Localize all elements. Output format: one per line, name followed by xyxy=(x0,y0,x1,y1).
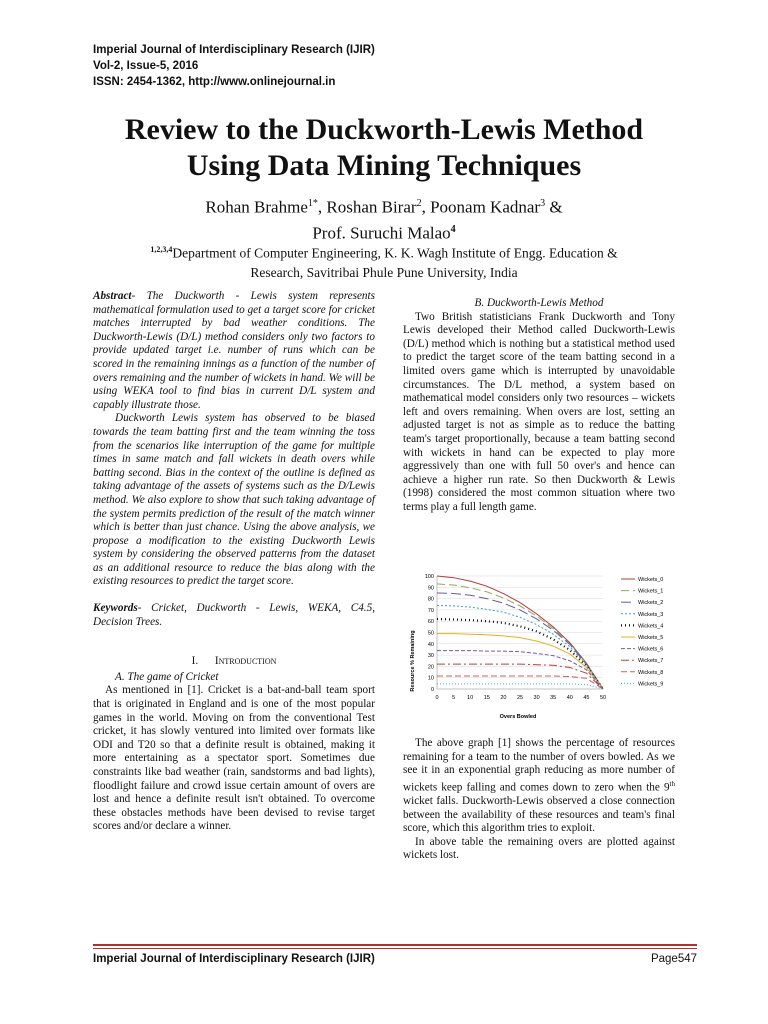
chart-x-tick-label: 5 xyxy=(452,695,456,701)
chart-x-tick-label: 45 xyxy=(583,695,590,701)
chart-x-tick-label: 50 xyxy=(599,695,607,701)
introduction-paragraph: As mentioned in [1]. Cricket is a bat-and-ball team sport that is originated in England and is one of the most popular games in the world. Moving on from the conventional Test cricket, it has slowly ventured into limited over formats like ODI and T20 so that a definite result is obtained, making it more entertaining as a spectator sport. Sometimes due constraints like bad weather (rain, sandstorms and bad lights), floodlight failure and crowd issue certain amount of overs are lost and hence a definite result isn't obtained. To overcome these obstacles methods have been devised to revise target scores and/or declare a winner. xyxy=(93,684,375,833)
chart-y-tick-label: 70 xyxy=(427,607,434,614)
chart-x-tick-label: 35 xyxy=(550,695,557,701)
journal-header xyxy=(93,42,375,90)
section-heading-introduction xyxy=(93,655,375,669)
subsection-heading-dl-method: B. Duckworth-Lewis Method xyxy=(474,297,604,309)
graph-text-a: The above graph [1] shows the percentage of resources remaining for a team to the number of overs bowled. As we see it in an exponential graph reducing as more number of wickets keep falling and comes down to zero when the 9 xyxy=(403,737,675,794)
section-title: Introduction xyxy=(214,655,277,668)
footer-page xyxy=(651,953,697,965)
chart-y-ticks xyxy=(425,574,434,693)
chart-x-tick-label: 30 xyxy=(533,695,540,701)
paper-title xyxy=(60,112,708,184)
chart-x-ticks xyxy=(435,695,606,701)
footer-rule-thin xyxy=(93,948,697,949)
chart-y-tick-label: 60 xyxy=(427,619,434,626)
authors: Rohan Brahme$^{1*}$, Roshan Birar$^2$, Poonam Kadnar$^3$ & Prof. Suruchi Malao$^4$ xyxy=(205,197,563,243)
chart-y-tick-label: 10 xyxy=(427,675,434,682)
dl-method-paragraph: Two British statisticians Frank Duckworth and Tony Lewis developed their Method called Duckworth-Lewis (D/L) method which is nothing but a statistical method used to predict the target score of the team batting second in a limited overs game which is interrupted by unavoidable circumstances. The D/L method, a system based on mathematical model considers only two resources – wickets left and overs remaining. When overs are lost, setting an adjusted target is not as simple as to reduce the batting team's target proportionally, because a team batting second with wickets in hand can be expected to play more aggressively than one with full 50 over's and hence can achieve a higher run rate. So then Duckworth & Lewis (1998) considered the most common situation where two terms play a full length game. xyxy=(403,310,675,513)
footer-page-number: 547 xyxy=(677,953,697,965)
abstract-label: Abstract xyxy=(93,290,132,302)
chart-legend-label: Wickets_0 xyxy=(638,577,664,583)
author-3-sup: 3 xyxy=(540,198,546,209)
chart-x-tick-label: 10 xyxy=(467,695,474,701)
author-2: Roshan Birar xyxy=(326,197,417,217)
graph-text-sup: th xyxy=(669,779,675,788)
chart-x-tick-label: 0 xyxy=(435,695,439,701)
chart-x-tick-label: 20 xyxy=(500,695,507,701)
abstract-paragraph-2: Duckworth Lewis system has observed to be biased towards the team batting first and the team winning the toss from the scenarios like interruption of the game for multiple times in same match and fall wickets in death overs while batting second. Bias in the context of the outline is defined as taking advantage of the assets of systems such as the D/Lewis method. We also explore to show that such taking advantage of the system permits prediction of the result of the match winner which is better than just chance. Using the above analysis, we propose a modification to the existing Duckworth Lewis system by considering the observed patterns from the dataset as an additional resource to reduce the bias along with the existing resources to predict the target score. xyxy=(93,412,375,588)
abstract-paragraph-1 xyxy=(93,290,375,412)
chart-legend-label: Wickets_9 xyxy=(638,681,664,688)
keywords-text: - Cricket, Duckworth - Lewis, WEKA, C4.5, Decision Trees. xyxy=(93,602,375,628)
chart-y-tick-label: 40 xyxy=(427,641,434,648)
footer-rule xyxy=(93,944,697,946)
keywords xyxy=(93,602,375,629)
title-line-2: Using Data Mining Techniques xyxy=(186,149,582,182)
journal-name: Imperial Journal of Interdisciplinary Research (IJIR) xyxy=(93,44,375,56)
chart-x-axis-label: Overs Bowled xyxy=(499,714,537,720)
chart-y-tick-label: 30 xyxy=(427,653,434,660)
chart-series-line-wickets_1 xyxy=(437,584,603,689)
graph-description-paragraph xyxy=(403,737,675,836)
chart-series-line-wickets_7 xyxy=(437,664,603,689)
chart-legend-label: Wickets_4 xyxy=(638,623,664,630)
chart-x-tick-label: 15 xyxy=(483,695,490,701)
chart-y-axis-label: Resource % Remaining xyxy=(410,630,416,692)
abstract-text-1: - The Duckworth - Lewis system represents mathematical formulation used to get a target score for cricket matches interrupted by bad weather conditions. The Duckworth-Lewis (D/L) method considers only two factors to provide updated target i.e. number of runs which can be scored in the remaining innings as a function of the number of overs remaining and the number of wickets in hand. We will be using WEKA tool to find bias in current D/L system and capably illustrate those. xyxy=(93,290,375,411)
chart-series-line-wickets_5 xyxy=(437,634,603,689)
chart-legend-label: Wickets_1 xyxy=(638,588,664,595)
chart-legend xyxy=(621,577,663,687)
chart-series-line-wickets_6 xyxy=(437,651,603,689)
table-note-paragraph: In above table the remaining overs are plotted against wickets lost. xyxy=(403,835,675,862)
chart-legend-label: Wickets_8 xyxy=(638,669,664,676)
chart-y-tick-label: 80 xyxy=(427,596,434,603)
author-3: Poonam Kadnar xyxy=(430,197,541,217)
footer-page-label: Page xyxy=(650,953,678,965)
keywords-label: Keywords xyxy=(93,602,138,615)
resource-chart xyxy=(403,566,675,724)
graph-text-b: wicket falls. Duckworth-Lewis observed a close connection between the availability of these resources and team's final score, which this algorithm tries to exploit. xyxy=(403,795,675,835)
chart-x-tick-label: 25 xyxy=(516,695,524,701)
author-4: Prof. Suruchi Malao xyxy=(312,223,451,243)
chart-y-tick-label: 20 xyxy=(427,664,434,671)
left-column xyxy=(93,290,375,834)
chart-series-line-wickets_8 xyxy=(437,676,603,689)
affiliation-line-2: Research, Savitribai Phule Pune University, India xyxy=(250,264,518,280)
chart-series-line-wickets_2 xyxy=(437,593,603,689)
right-column xyxy=(403,297,675,515)
chart-y-tick-label: 0 xyxy=(430,687,434,693)
chart-legend-label: Wickets_7 xyxy=(638,658,664,665)
author-1-sup: 1* xyxy=(307,198,318,209)
chart-legend-label: Wickets_6 xyxy=(638,646,664,653)
chart-y-tick-label: 90 xyxy=(427,585,434,592)
chart-legend-label: Wickets_3 xyxy=(638,611,664,618)
chart-x-tick-label: 40 xyxy=(566,695,573,701)
author-1: Rohan Brahme xyxy=(205,197,308,217)
journal-volume: Vol-2, Issue-5, 2016 xyxy=(93,60,199,72)
footer-journal: Imperial Journal of Interdisciplinary Research (IJIR) xyxy=(93,953,375,965)
author-4-sup: 4 xyxy=(450,223,456,235)
affiliation-line-1: Department of Computer Engineering, K. K. Wagh Institute of Engg. Education & xyxy=(172,245,618,261)
right-column-lower xyxy=(403,737,675,863)
section-number: I. xyxy=(191,655,199,668)
chart-legend-label: Wickets_5 xyxy=(638,635,664,641)
title-line-1: Review to the Duckworth-Lewis Method xyxy=(124,113,644,146)
chart-series-line-wickets_9 xyxy=(437,684,603,689)
chart-gridlines xyxy=(437,576,603,689)
chart-y-tick-label: 100 xyxy=(424,574,434,580)
affiliation xyxy=(60,240,708,282)
subsection-heading-game-of-cricket: A. The game of Cricket xyxy=(115,670,219,683)
affiliation-sup: 1,2,3,4 xyxy=(150,245,173,254)
journal-issn: ISSN: 2454-1362, http://www.onlinejournal.in xyxy=(93,76,336,88)
author-2-sup: 2 xyxy=(416,198,422,209)
chart-legend-label: Wickets_2 xyxy=(638,600,664,607)
chart-y-tick-label: 50 xyxy=(427,630,434,637)
